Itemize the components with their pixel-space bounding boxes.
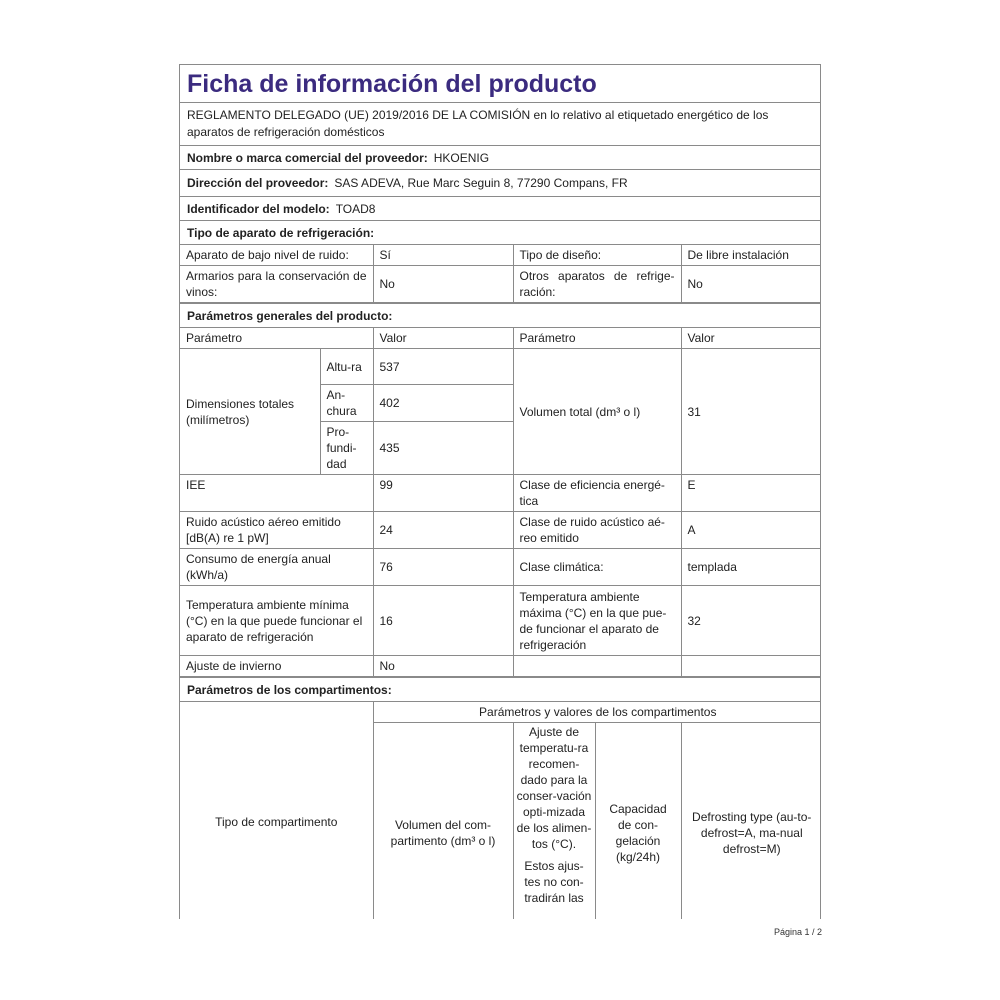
design-type-label: Tipo de diseño: [513,245,681,266]
table-header-row [180,328,821,349]
appliance-type-table [180,245,821,303]
compartment-group-header: Parámetros y valores de los compartimentos [373,702,821,723]
general-section-heading: Parámetros generales del producto: [180,303,820,328]
supplier-value: HKOENIG [433,150,490,165]
eei-label: IEE [180,475,373,512]
general-parameters-table [180,328,821,677]
table-row [180,549,821,586]
winter-setting-value: No [373,656,513,677]
annual-energy-value: 76 [373,549,513,586]
table-row [180,349,821,385]
value-header-2: Valor [681,328,821,349]
total-volume-value: 31 [681,349,821,475]
address-value: SAS ADEVA, Rue Marc Seguin 8, 77290 Compans, FR [334,176,628,190]
compartment-parameters-table [180,702,821,919]
table-row [180,475,821,512]
eei-value: 99 [373,475,513,512]
annual-energy-label: Consumo de energía anual (kWh/a) [180,549,373,586]
height-label: Altu-ra [320,349,373,385]
model-value: TOAD8 [335,201,376,216]
recommended-temp-text: Ajuste de temperatu-ra recomen-dado para la conser-vación opti-mizada de los alimen-tos (°C). [516,725,592,851]
param-header-2: Parámetro [513,328,681,349]
design-type-value: De libre instalación [681,245,821,266]
energy-class-value: E [681,475,821,512]
table-row [180,512,821,549]
address-label: Dirección del proveedor: [187,176,329,190]
table-row [180,266,821,303]
energy-class-label: Clase de eficiencia energé-tica [513,475,681,512]
compartment-section-heading: Parámetros de los compartimentos: [180,677,820,702]
model-row [180,197,820,221]
page-number: Página 1 / 2 [774,927,823,937]
depth-value: 435 [373,422,513,475]
table-row [180,586,821,656]
min-temp-label: Temperatura ambiente mínima (°C) en la que puede funcionar el aparato de refrigeración [180,586,373,656]
compartment-type-header: Tipo de compartimento [180,702,373,919]
climate-class-value: templada [681,549,821,586]
winter-setting-label: Ajuste de invierno [180,656,373,677]
width-label: An-chura [320,385,373,422]
supplier-label: Nombre o marca comercial del proveedor: [187,150,428,165]
wine-storage-value: No [373,266,513,303]
noise-class-value: A [681,512,821,549]
other-appliances-label: Otros aparatos de refrige-ración: [513,266,681,303]
table-row [180,245,821,266]
noise-label: Ruido acústico aéreo emitido [dB(A) re 1 pW] [180,512,373,549]
other-appliances-value: No [681,266,821,303]
low-noise-value: Sí [373,245,513,266]
width-value: 402 [373,385,513,422]
total-volume-label: Volumen total (dm³ o l) [513,349,681,475]
defrosting-type-header: Defrosting type (au-to-defrost=A, ma-nual defrost=M) [681,723,821,920]
table-row [180,656,821,677]
recommended-temp-header [513,723,595,920]
dimensions-label: Dimensiones totales (milímetros) [180,349,320,475]
climate-class-label: Clase climática: [513,549,681,586]
supplier-row [180,146,820,170]
model-label: Identificador del modelo: [187,201,330,216]
wine-storage-label: Armarios para la conservación de vinos: [180,266,373,303]
freezing-capacity-header: Capacidad de con-gelación (kg/24h) [595,723,681,920]
noise-class-label: Clase de ruido acústico aé-reo emitido [513,512,681,549]
empty-cell [513,656,681,677]
address-row [180,170,820,197]
noise-value: 24 [373,512,513,549]
min-temp-value: 16 [373,586,513,656]
max-temp-value: 32 [681,586,821,656]
type-section-heading: Tipo de aparato de refrigeración: [180,221,820,245]
table-header-row [180,702,821,723]
product-info-sheet [179,64,821,919]
page-title: Ficha de información del producto [180,65,820,103]
low-noise-label: Aparato de bajo nivel de ruido: [180,245,373,266]
recommended-temp-note: Estos ajus-tes no con-tradirán las [524,859,584,905]
value-header: Valor [373,328,513,349]
compartment-volume-header: Volumen del com-partimento (dm³ o l) [373,723,513,920]
max-temp-label: Temperatura ambiente máxima (°C) en la que pue-de funcionar el aparato de refrigeración [513,586,681,656]
empty-cell [681,656,821,677]
regulation-text: REGLAMENTO DELEGADO (UE) 2019/2016 DE LA COMISIÓN en lo relativo al etiquetado energético de los aparatos de refrigeración domésticos [180,103,820,146]
height-value: 537 [373,349,513,385]
depth-label: Pro-fundi-dad [320,422,373,475]
param-header: Parámetro [180,328,373,349]
